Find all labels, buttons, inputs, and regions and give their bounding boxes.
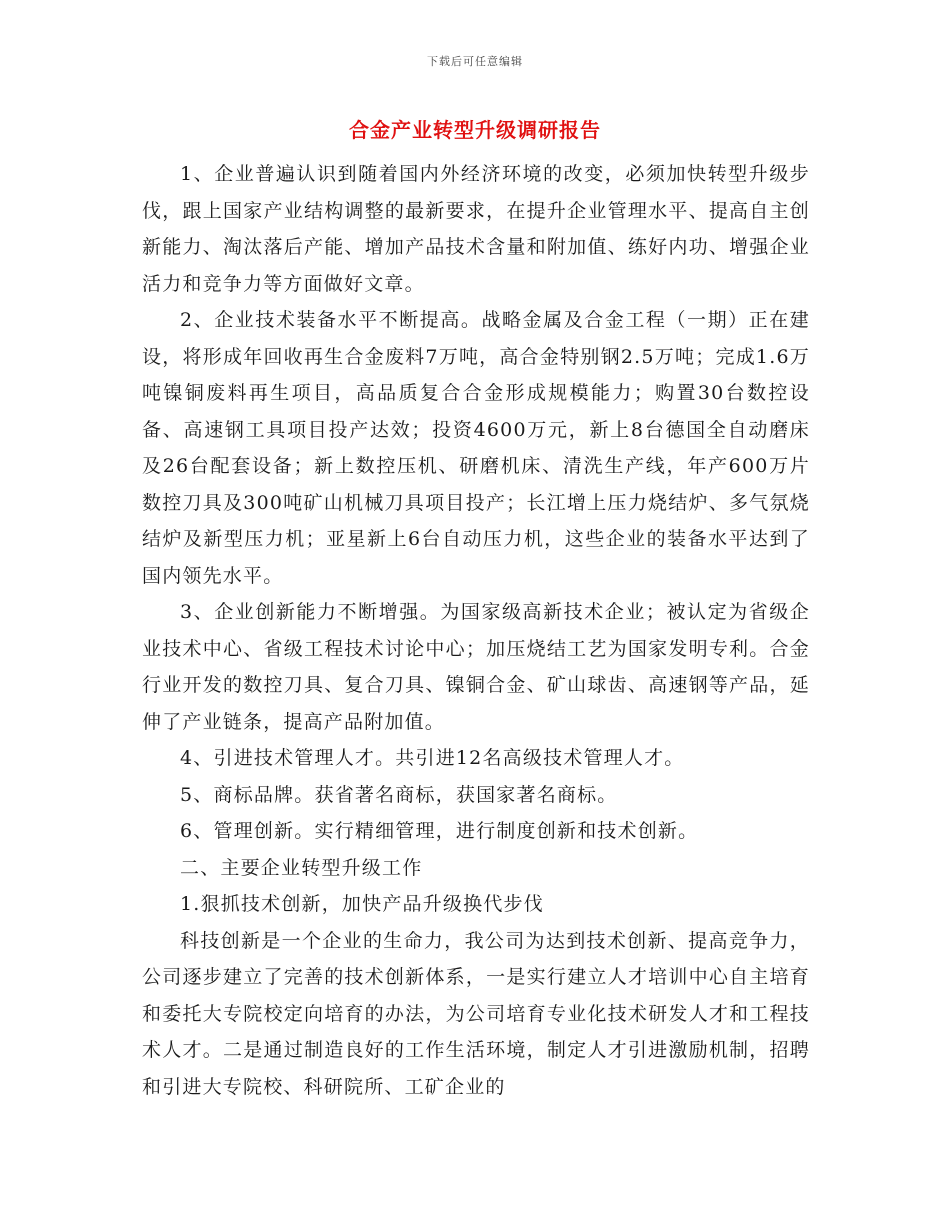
paragraph-2: 2、企业技术装备水平不断提高。战略金属及合金工程（一期）正在建设，将形成年回收再生合金废料7万吨，高合金特别钢2.5万吨；完成1.6万吨镍铜废料再生项目，高品质复合合金形成规模能力；购置30台数控设备、高速钢工具项目投产达效；投资4600万元，新上8台德国全自动磨床及26台配套设备；新上数控压机、研磨机床、清洗生产线，年产600万片数控刀具及300吨矿山机械刀具项目投产；长江增上压力烧结炉、多气氛烧结炉及新型压力机；亚星新上6台自动压力机，这些企业的装备水平达到了国内领先水平。 — [142, 309, 810, 587]
header-note: 下载后可任意编辑 — [427, 55, 523, 68]
paragraph-6: 6、管理创新。实行精细管理，进行制度创新和技术创新。 — [180, 820, 699, 842]
paragraph-3: 3、企业创新能力不断增强。为国家级高新技术企业；被认定为省级企业技术中心、省级工程技术讨论中心；加压烧结工艺为国家发明专利。合金行业开发的数控刀具、复合刀具、镍铜合金、矿山球齿、高速钢等产品，延伸了产业链条，提高产品附加值。 — [142, 601, 810, 733]
paragraph-4: 4、引进技术管理人才。共引进12名高级技术管理人才。 — [180, 747, 685, 769]
document-title: 合金产业转型升级调研报告 — [349, 118, 601, 142]
paragraph-7: 科技创新是一个企业的生命力，我公司为达到技术创新、提高竞争力，公司逐步建立了完善的技术创新体系，一是实行建立人才培训中心自主培育和委托大专院校定向培育的办法，为公司培育专业化技术研发人才和工程技术人才。二是通过制造良好的工作生活环境，制定人才引进激励机制，招聘和引进大专院校、科研院所、工矿企业的 — [142, 929, 810, 1098]
section-heading: 二、主要企业转型升级工作 — [180, 856, 423, 879]
paragraph-1: 1、企业普遍认识到随着国内外经济环境的改变，必须加快转型升级步伐，跟上国家产业结构调整的最新要求，在提升企业管理水平、提高自主创新能力、淘汰落后产能、增加产品技术含量和附加值、练好内功、增强企业活力和竞争力等方面做好文章。 — [142, 163, 810, 295]
paragraph-5: 5、商标品牌。获省著名商标，获国家著名商标。 — [180, 783, 618, 806]
document-body — [142, 156, 810, 1105]
subsection-heading: 1.狠抓技术创新，加快产品升级换代步伐 — [180, 893, 544, 915]
